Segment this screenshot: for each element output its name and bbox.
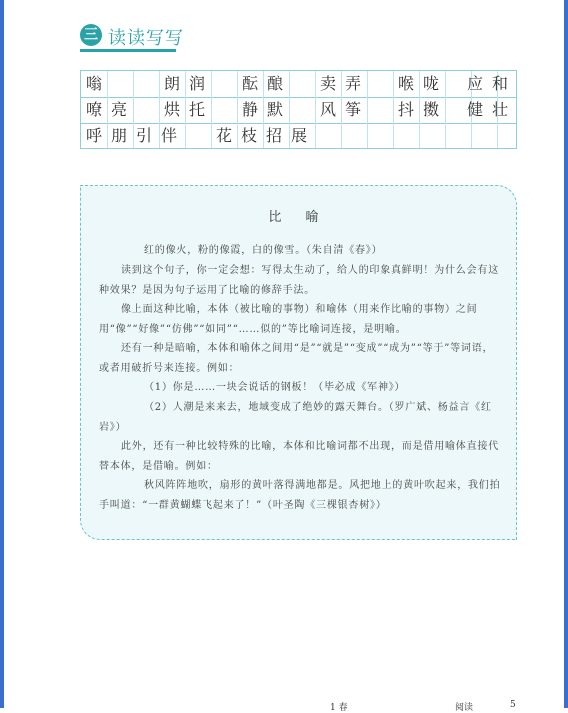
vocab-word: 抖擞 — [398, 100, 449, 119]
vocab-row — [81, 71, 516, 97]
vocab-word: 静默 — [242, 100, 293, 119]
metaphor-knowledge-box — [80, 185, 517, 540]
vocabulary-grid — [80, 70, 517, 149]
vocab-word: 喉咙 — [398, 74, 449, 93]
footer-unit: 1 春 — [330, 703, 348, 713]
vocab-word: 应和 — [467, 74, 518, 93]
vocab-word: 健壮 — [467, 100, 518, 119]
vocab-word: 花枝招展 — [216, 126, 317, 145]
vocab-row — [81, 123, 516, 149]
page-edge-right — [564, 0, 568, 708]
vocab-word: 朗润 — [164, 74, 215, 93]
example-sentence: 秋风阵阵地吹，扇形的黄叶落得满地都是。风把地上的黄叶吹起来，我们拍手叫道：“一群黄蝴蝶飞起来了！”（叶圣陶《三棵银杏树》） — [99, 480, 501, 511]
example-sentence: （1）你是……一块会说话的钢板！（毕必成《军神》） — [144, 382, 406, 393]
box-title: 比 喻 — [268, 210, 329, 225]
vocab-word: 酝酿 — [242, 74, 293, 93]
vocab-word: 呼朋引伴 — [86, 126, 187, 145]
vocab-row — [81, 97, 516, 123]
body-paragraph: 此外，还有一种比较特殊的比喻，本体和比喻词都不出现，而是借用喻体直接代替本体，是借喻。例如： — [99, 441, 499, 472]
vocab-word: 嗡 — [86, 74, 112, 93]
footer-section: 阅读 — [455, 703, 474, 713]
section-title: 读读写写 — [108, 28, 184, 49]
page-edge-left — [0, 0, 4, 708]
example-sentence: 红的像火，粉的像霞，白的像雪。（朱自清《春》） — [144, 245, 383, 256]
body-paragraph: 读到这个句子，你一定会想：写得太生动了，给人的印象真鲜明！为什么会有这种效果？是因为句子运用了比喻的修辞手法。 — [99, 265, 499, 296]
body-paragraph: 还有一种是暗喻，本体和喻体之间用“是”“就是”“变成”“成为”“等于”等词语，或者用破折号来连接。例如： — [99, 343, 494, 374]
title-underline — [80, 49, 176, 52]
vocab-word: 风筝 — [320, 100, 371, 119]
section-number-icon: 三 — [80, 24, 102, 46]
vocab-word: 卖弄 — [320, 74, 371, 93]
body-paragraph: 像上面这种比喻，本体（被比喻的事物）和喻体（用来作比喻的事物）之间用“像”“好像”“仿佛”“如同”“……似的”等比喻词连接，是明喻。 — [99, 304, 478, 335]
vocab-word: 嘹亮 — [86, 100, 137, 119]
example-sentence: （2）人潮是来来去，地域变成了绝妙的露天舞台。（罗广斌、杨益言《红岩》） — [99, 402, 492, 433]
page-number: 5 — [510, 700, 516, 710]
vocab-word: 烘托 — [164, 100, 215, 119]
